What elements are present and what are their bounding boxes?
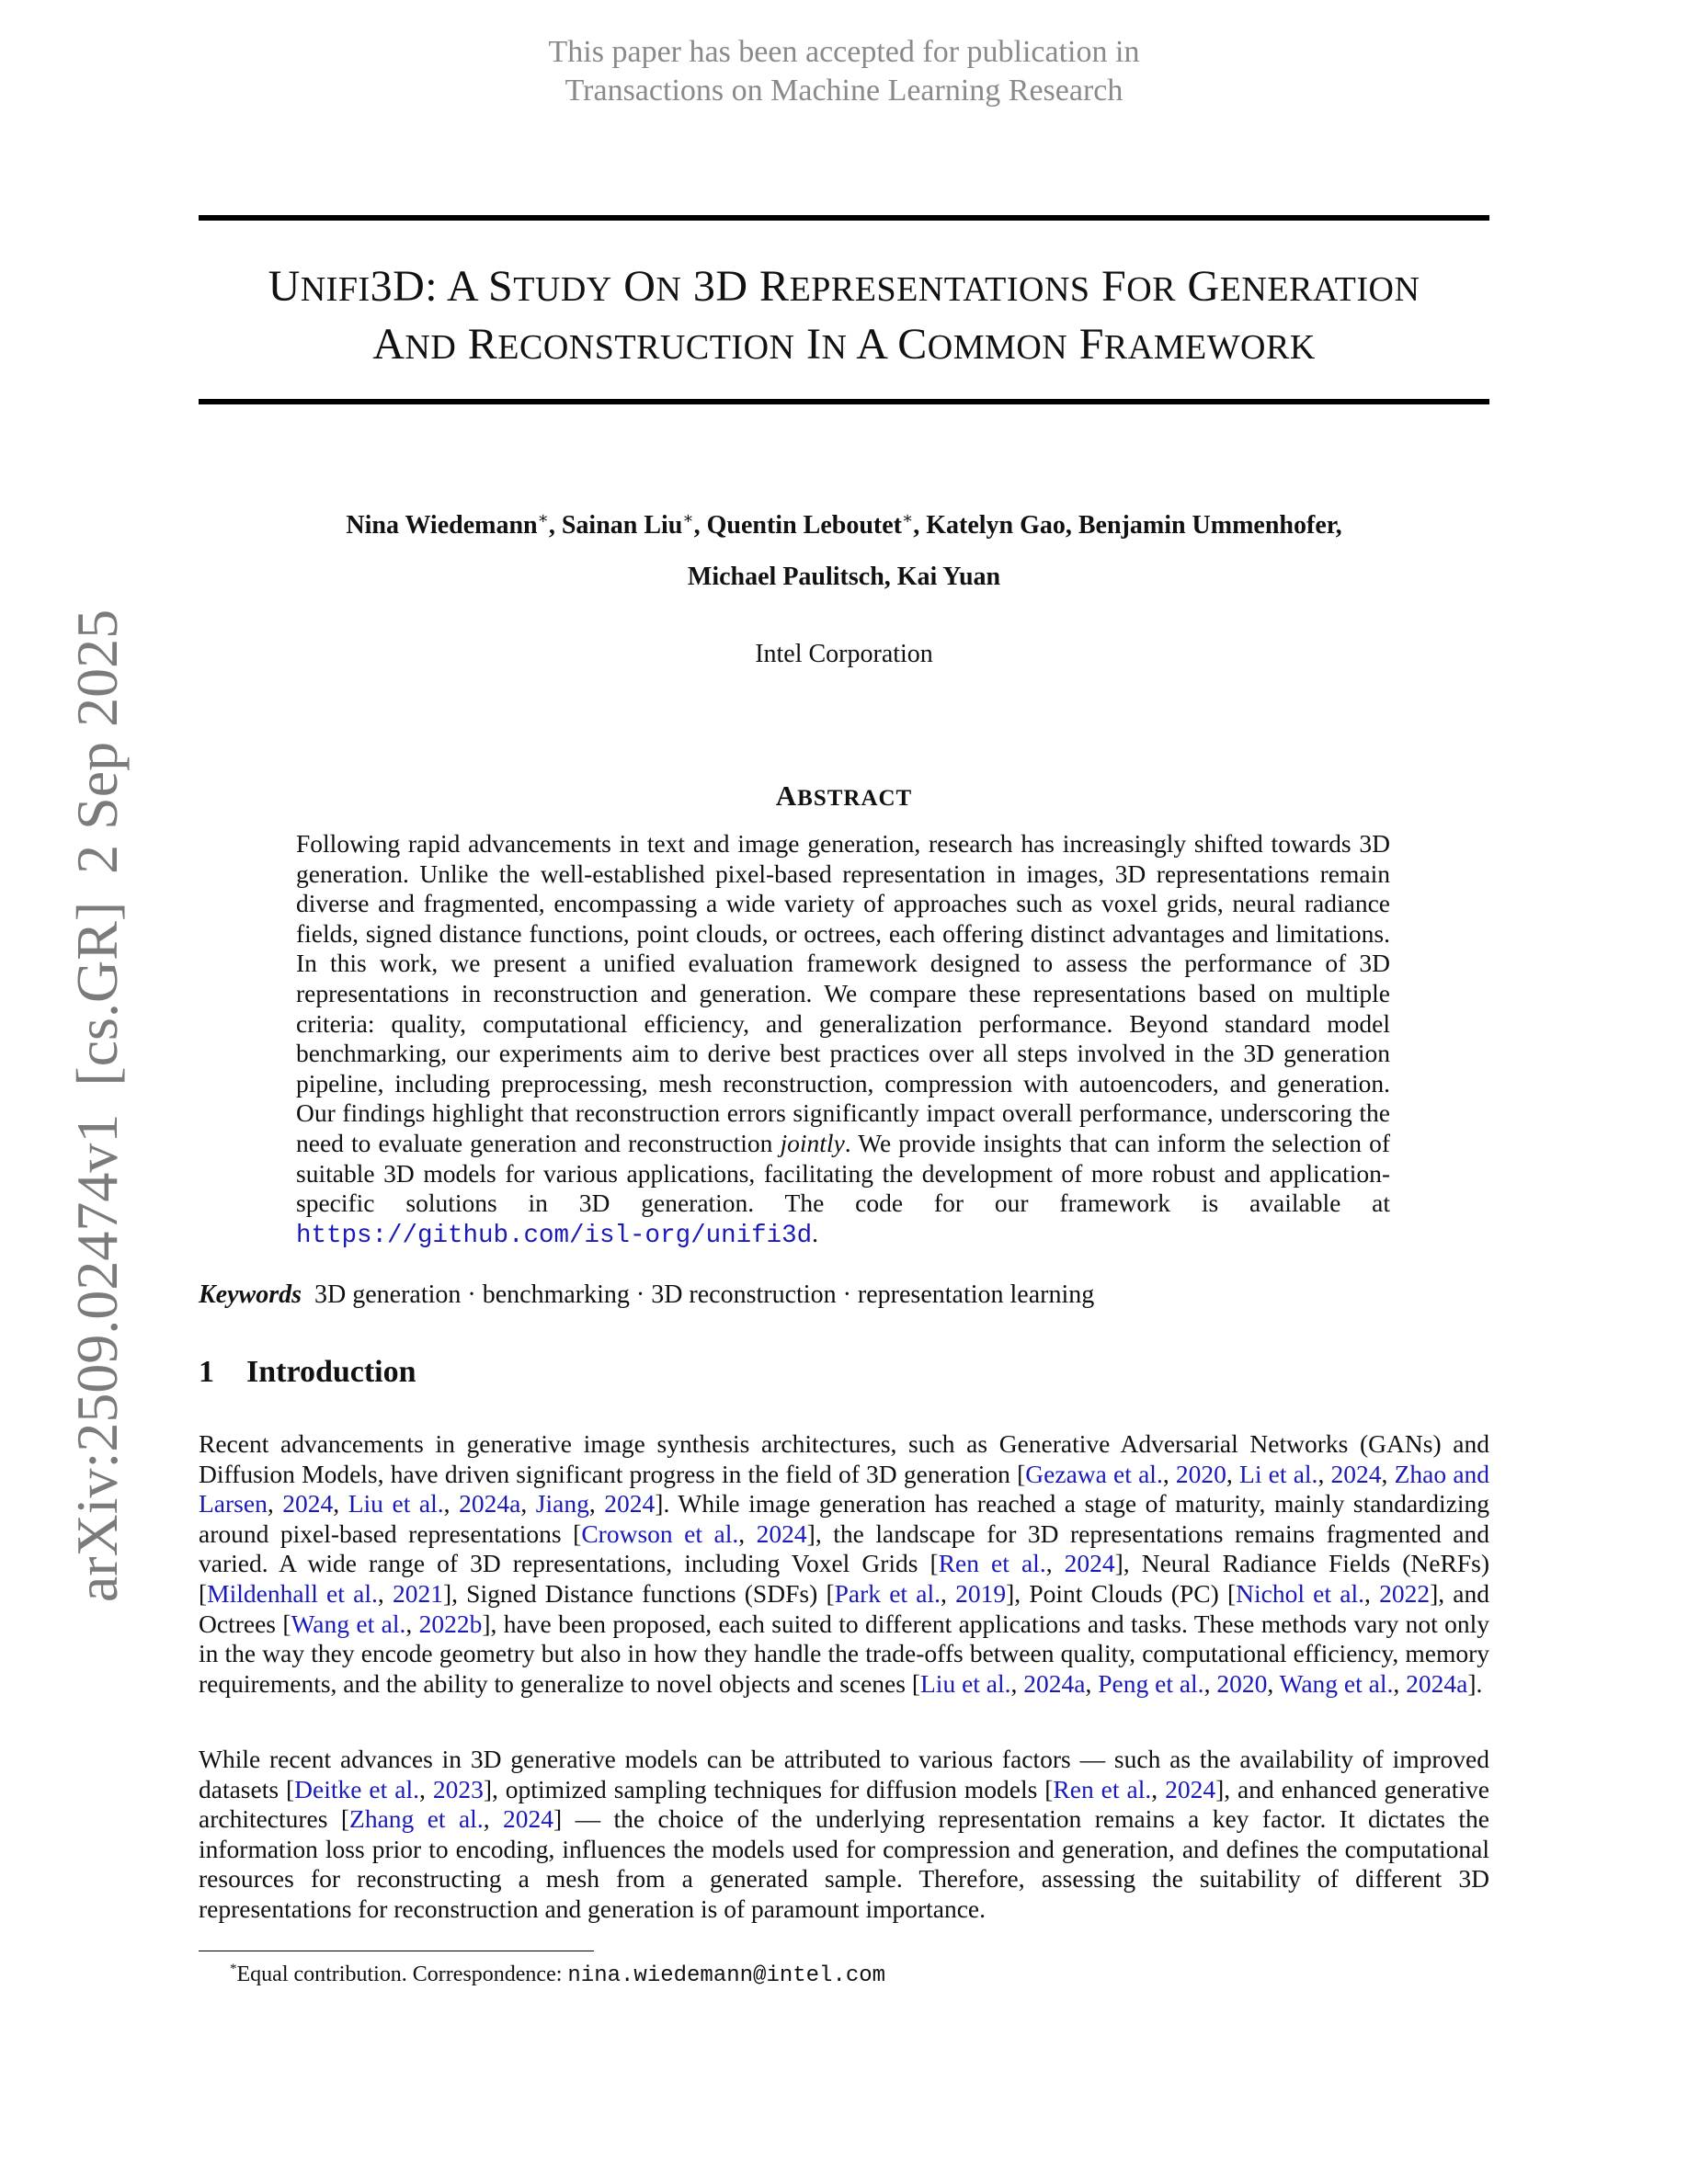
paragraph-text: , xyxy=(1393,1668,1407,1698)
arxiv-category: [cs.GR] xyxy=(64,901,130,1086)
paragraph-text: , xyxy=(418,1774,433,1803)
paragraph-text: , xyxy=(1162,1459,1176,1488)
citation-link[interactable]: Wang et al. xyxy=(291,1609,406,1638)
paragraph-text: , xyxy=(738,1519,757,1548)
citation-link[interactable]: Jiang xyxy=(535,1489,589,1519)
arxiv-stamp xyxy=(63,582,131,1602)
citation-link[interactable]: 2024 xyxy=(1064,1549,1115,1578)
paragraph-text: ]. While image generation has reached a stage of maturity, mainly standardizing around pixel-based representations [ xyxy=(199,1489,1490,1548)
publication-note xyxy=(0,33,1688,110)
abstract-end: . xyxy=(812,1218,818,1247)
citation-link[interactable]: Mildenhall et al. xyxy=(207,1578,378,1608)
paragraph-text: , xyxy=(520,1489,536,1519)
citation-link[interactable]: 2020 xyxy=(1216,1668,1268,1698)
citation-link[interactable]: Wang et al. xyxy=(1279,1668,1394,1698)
paragraph-text: , xyxy=(405,1609,419,1638)
arxiv-id[interactable]: arXiv:2509.02474v1 xyxy=(64,1113,130,1603)
paragraph-text: ] — the choice of the underlying representation remains a key factor. It dictates the information loss prior to encoding, influences the models used for compression and generation, and defines the computational resources for reconstructing a mesh from a generated sample. Therefore, assessing the suitability of different 3D representations for reconstruction and generation is of paramount importance. xyxy=(199,1804,1490,1923)
citation-link[interactable]: Li et al. xyxy=(1239,1459,1318,1488)
citation-link[interactable]: 2024 xyxy=(282,1489,334,1519)
citation-link[interactable]: Gezawa et al. xyxy=(1025,1459,1163,1488)
citation-link[interactable]: 2020 xyxy=(1175,1459,1226,1488)
footnote-text: Equal contribution. Correspondence: xyxy=(236,1962,568,1986)
paragraph-text: ], Neural Radiance Fields (NeRFs) [ xyxy=(199,1549,1489,1608)
citation-link[interactable]: Liu et al. xyxy=(348,1489,444,1519)
paragraph-text: ], Signed Distance functions (SDFs) [ xyxy=(442,1578,835,1608)
citation-link[interactable]: 2024 xyxy=(756,1519,807,1548)
paragraph-text: ], have been proposed, each suited to different applications and tasks. These methods vary not only in the way they encode geometry but also in how they handle the trade-offs between quality, computational efficiency, memory requirements, and the ability to generalize to novel objects and scenes [ xyxy=(199,1609,1490,1698)
citation-link[interactable]: Nichol et al. xyxy=(1236,1578,1364,1608)
citation-link[interactable]: 2024 xyxy=(1330,1459,1382,1488)
paragraph-text: , xyxy=(1226,1459,1240,1488)
authors-line2: Michael Paulitsch, Kai Yuan xyxy=(687,563,1001,591)
affiliation: Intel Corporation xyxy=(755,640,933,668)
paragraph-text: , xyxy=(941,1578,956,1608)
keywords-text: 3D generation · benchmarking · 3D reconstruction · representation learning xyxy=(314,1280,1095,1309)
paragraph-text: , xyxy=(1363,1578,1380,1608)
paragraph-text: , xyxy=(1267,1668,1280,1698)
title-top-rule xyxy=(199,215,1489,221)
abstract-text-cont: . We provide insights that can inform the selection of suitable 3D models for various applications, facilitating the development of more robust and application-specific solutions in 3D generation. The code for our framework is available at xyxy=(296,1128,1390,1218)
publication-note-line2: Transactions on Machine Learning Research xyxy=(565,74,1123,108)
paragraph-text: ]. xyxy=(1467,1668,1483,1698)
citation-link[interactable]: Deitke et al. xyxy=(294,1774,419,1803)
paragraph-text: ], optimized sampling techniques for diffusion models [ xyxy=(483,1774,1054,1803)
citation-link[interactable]: 2023 xyxy=(432,1774,484,1803)
section-title: Introduction xyxy=(246,1355,416,1389)
paragraph-text: ], the landscape for 3D representations remains fragmented and varied. A wide range of 3D representations, including Voxel Grids [ xyxy=(199,1519,1490,1578)
citation-link[interactable]: 2019 xyxy=(955,1578,1007,1608)
citation-link[interactable]: Ren et al. xyxy=(1053,1774,1152,1803)
paragraph-text: While recent advances in 3D generative models can be attributed to various factors — such as the availability of improved datasets [ xyxy=(199,1745,1489,1803)
footnote xyxy=(230,1954,885,1991)
paragraph-text: , xyxy=(443,1489,460,1519)
title-line2: AND RECONSTRUCTION IN A COMMON FRAMEWORK xyxy=(372,320,1316,369)
citation-link[interactable]: Peng et al. xyxy=(1098,1668,1204,1698)
paragraph-text: , xyxy=(1085,1668,1099,1698)
abstract-emphasis: jointly xyxy=(780,1128,845,1157)
citation-link[interactable]: 2024a xyxy=(1406,1668,1468,1698)
authors-line1: Nina Wiedemann∗, Sainan Liu∗, Quentin Leboutet∗, Katelyn Gao, Benjamin Ummenhofer, xyxy=(346,508,1342,540)
citation-link[interactable]: Park et al. xyxy=(834,1578,941,1608)
paper-title xyxy=(199,259,1489,375)
paragraph-text: ], and enhanced generative architectures [ xyxy=(199,1774,1490,1834)
citation-link[interactable]: Crowson et al. xyxy=(581,1519,739,1548)
citation-link[interactable]: Ren et al. xyxy=(938,1549,1046,1578)
arxiv-date: 2 Sep 2025 xyxy=(64,609,130,874)
footnote-mark: * xyxy=(230,1962,237,1976)
title-bottom-rule xyxy=(199,399,1489,404)
paragraph-text: , xyxy=(1010,1668,1024,1698)
citation-link[interactable]: 2024 xyxy=(503,1804,553,1834)
intro-paragraph-2 xyxy=(199,1745,1489,1925)
citation-link[interactable]: 2021 xyxy=(392,1578,443,1608)
abstract-heading: ABSTRACT xyxy=(775,779,913,812)
footnote-email[interactable]: nina.wiedemann@intel.com xyxy=(567,1963,886,1988)
citation-link[interactable]: 2022b xyxy=(418,1609,483,1638)
citation-link[interactable]: Zhao and Larsen xyxy=(199,1459,1490,1519)
paragraph-text: , xyxy=(377,1578,393,1608)
paragraph-text: , xyxy=(267,1489,283,1519)
citation-link[interactable]: Zhang et al. xyxy=(349,1804,484,1834)
paragraph-text: Recent advancements in generative image synthesis architectures, such as Generative Adversarial Networks (GANs) and Diffusion Models, have driven significant progress in the field of 3D generation [ xyxy=(199,1429,1489,1488)
citation-link[interactable]: Liu et al. xyxy=(920,1668,1011,1698)
section-number: 1 xyxy=(199,1355,214,1389)
citation-link[interactable]: 2024a xyxy=(1023,1668,1086,1698)
abstract-body xyxy=(296,829,1390,1251)
paragraph-text: , xyxy=(333,1489,348,1519)
citation-link[interactable]: 2024a xyxy=(459,1489,521,1519)
author-list xyxy=(199,500,1489,603)
abstract-text: Following rapid advancements in text and image generation, research has increasingly shifted towards 3D generation. Unlike the well-established pixel-based representation in images, 3D representations remain diverse and fragmented, encompassing a wide variety of approaches such as voxel grids, neural radiance fields, signed distance functions, point clouds, or octrees, each offering distinct advantages and limitations. In this work, we present a unified evaluation framework designed to assess the performance of 3D representations in reconstruction and generation. We compare these representations based on multiple criteria: quality, computational efficiency, and generalization performance. Beyond standard model benchmarking, our experiments aim to derive best practices over all steps involved in the 3D generation pipeline, including preprocessing, mesh reconstruction, compression with autoencoders, and generation. Our findings highlight that reconstruction errors significantly impact overall performance, underscoring the need to evaluate generation and reconstruction xyxy=(296,829,1390,1157)
paragraph-text: , xyxy=(1151,1774,1166,1803)
citation-link[interactable]: 2024 xyxy=(1165,1774,1216,1803)
title-line1: UNIFI3D: A STUDY ON 3D REPRESENTATIONS FOR GENERATION xyxy=(268,262,1420,311)
paragraph-text: ], and Octrees [ xyxy=(199,1578,1490,1638)
paragraph-text: ], Point Clouds (PC) [ xyxy=(1006,1578,1237,1608)
intro-paragraph-1 xyxy=(199,1429,1489,1699)
keywords xyxy=(199,1280,1489,1310)
paragraph-text: , xyxy=(1381,1459,1395,1488)
paragraph-text: , xyxy=(588,1489,605,1519)
keywords-label: Keywords xyxy=(199,1280,302,1309)
publication-note-line1: This paper has been accepted for publication in xyxy=(548,35,1140,69)
paragraph-text: , xyxy=(1203,1668,1217,1698)
citation-link[interactable]: 2022 xyxy=(1379,1578,1431,1608)
paragraph-text: , xyxy=(1317,1459,1331,1488)
paragraph-text: , xyxy=(1045,1549,1065,1578)
citation-link[interactable]: 2024 xyxy=(604,1489,656,1519)
code-url-link[interactable]: https://github.com/isl-org/unifi3d xyxy=(296,1221,813,1250)
section-heading-introduction xyxy=(199,1355,416,1390)
paragraph-text: , xyxy=(483,1804,503,1834)
